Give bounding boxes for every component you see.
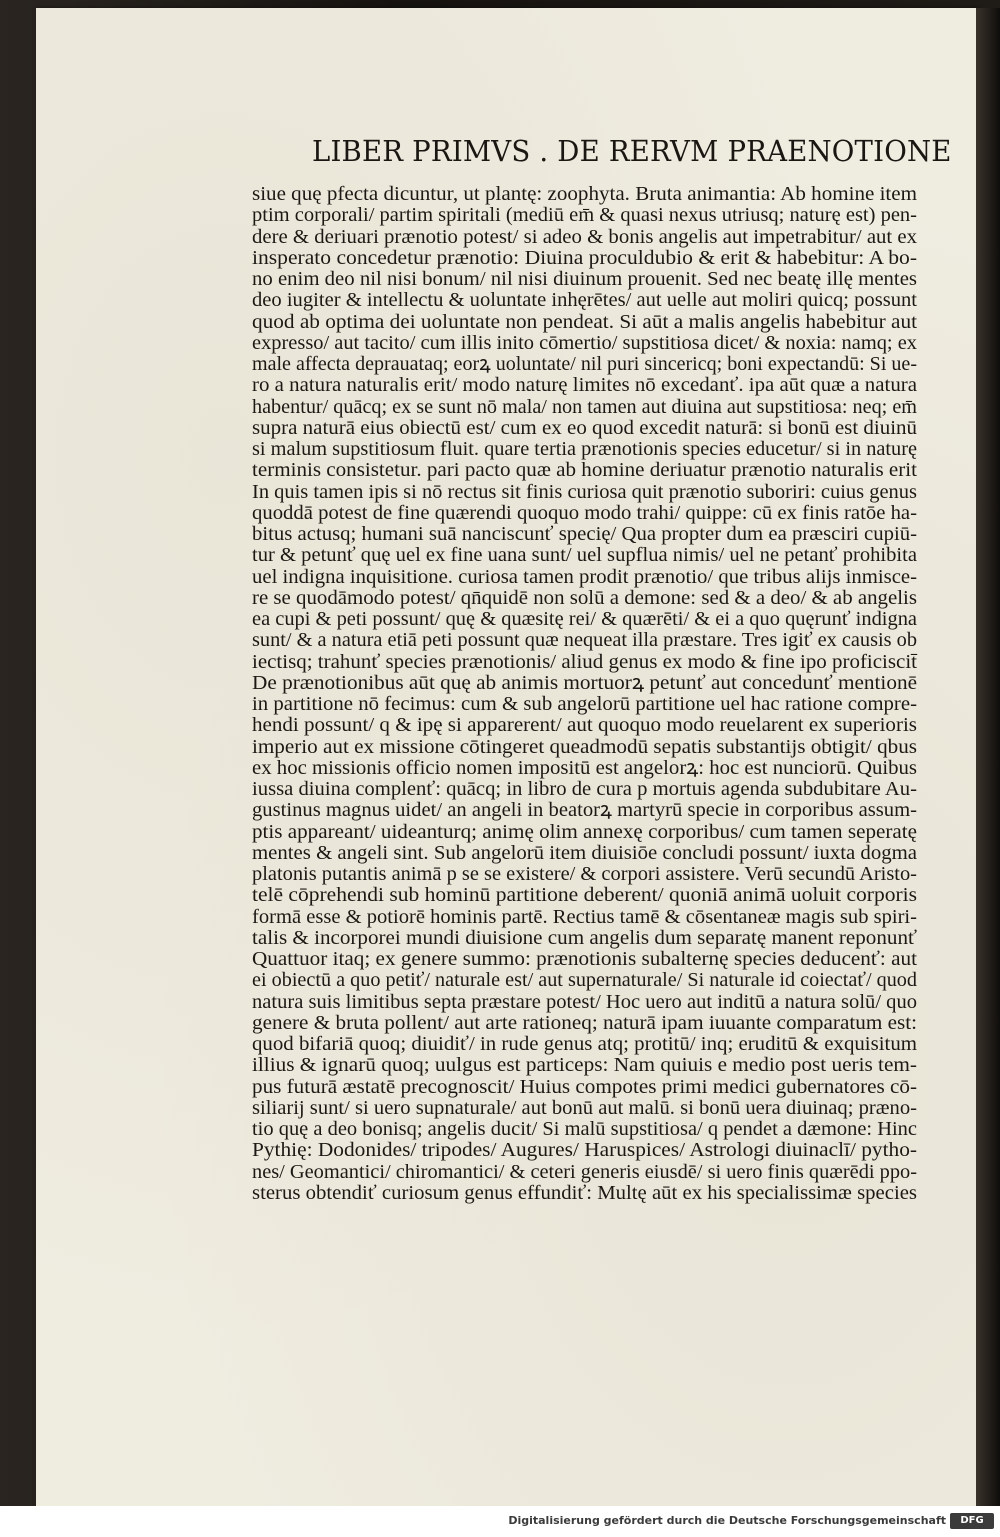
text-line: Pythię: Dodonides/ tripodes/ Augures/ Haruspices/ Astrologi diuinaclī/ pytho-: [252, 1139, 917, 1162]
text-line: no enim deo nil nisi bonum/ nil nisi diuinum prouenit. Sed nec beatę illę mentes: [252, 268, 917, 290]
text-line: De prænotionibus aūt quę ab animis mortuorꝝ petunť aut concedunť mentionē: [252, 671, 917, 694]
text-line: quoddā potest de fine quærendi quoquo modo trahi/ quippe: cū ex finis ratōe ha-: [252, 501, 917, 524]
running-head: LIBER PRIMVS . DE RERVM PRAENOTIONE: [312, 134, 952, 168]
text-line: habentur/ quācq; ex se sunt nō mala/ non tamen aut diuina aut supstitiosa: neq; em̄: [252, 395, 917, 418]
text-line: re se quodāmodo potest/ qn̄quidē non solū a demone: sed & a deo/ & ab angelis: [252, 586, 917, 609]
text-line: ex hoc missionis officio nomen impositū est angelorꝝ: hoc est nunciorū. Quibus: [252, 756, 917, 779]
text-line: genere & bruta pollent/ aut arte rationeq; naturā ipam iuuante comparatum est:: [252, 1011, 917, 1034]
text-line: ptis appareant/ uideanturq; animę olim annexę corporibus/ cum tamen seperatę: [252, 820, 917, 843]
dfg-logo: DFG: [950, 1513, 994, 1529]
text-line: quod ab optima dei uoluntate non pendeat. Si aūt a malis angelis habebitur aut: [252, 310, 917, 333]
text-line: telē cōprehendi sub hominū partitione deberent/ quoniā animā uoluit corporis: [252, 884, 917, 907]
text-line: bitus actusq; humani suā nanciscunť specię/ Qua propter dum ea præsciri cupiū-: [252, 523, 917, 545]
text-line: in partitione nō fecimus: cum & sub angelorū partitione uel hac ratione compre-: [252, 693, 917, 715]
text-line: uel indigna inquisitione. curiosa tamen prodit prænotio/ que tribus alijs inmisce-: [252, 565, 917, 588]
text-line: iectisq; trahunť species prænotionis/ aliud genus ex modo & fine ipo proficiscit̄: [252, 650, 917, 673]
text-line: imperio aut ex missione cōtingeret queadmodū sepatis substantijs obtigit/ qbus: [252, 735, 917, 758]
text-line: formā esse & potiorē hominis partē. Rectius tamē & cōsentaneæ magis sub spiri-: [252, 905, 917, 928]
text-line: si malum supstitiosum fluit. quare tertia prænotionis species educetur/ si in naturę: [252, 438, 917, 460]
text-line: terminis consistetur. pari pacto quæ ab homine deriuatur prænotio naturalis erit: [252, 459, 917, 482]
text-line: siliarij sunt/ si uero supnaturale/ aut bonū aut malū. si bonū uera diuinaq; præno-: [252, 1096, 917, 1119]
text-line: male affecta deprauataq; eorꝝ uoluntate/ nil puri sincericq; boni expectandū: Si ue-: [252, 353, 917, 375]
text-line: pus futurā æstatē precognoscit/ Huius compotes primi medici gubernatores cō-: [252, 1075, 917, 1098]
text-line: ro a natura naturalis erit/ modo naturę limites nō excedanť. ipa aūt quæ a natura: [252, 374, 918, 397]
text-line: ptim corporali/ partim spiritali (mediū em̄ & quasi nexus utriusq; naturę est) pen-: [252, 204, 917, 227]
text-line: ea cupi & peti possunt/ quę & quæsitę rei/ & quærēti/ & ei a quo quęrunť indigna: [252, 608, 917, 630]
text-line: Quattuor itaq; ex genere summo: prænotionis subalternę species deducenť: aut: [252, 948, 918, 970]
body-text: [252, 184, 922, 1204]
text-line: mentes & angeli sint. Sub angelorū item diuisiōe concludi possunt/ iuxta dogma: [252, 841, 917, 864]
text-line: ei obiectū a quo petiť/ naturale est/ aut supernaturale/ Si naturale id coiectať/ quod: [252, 969, 918, 992]
text-line: sterus obtendiť curiosum genus effundiť: Multę aūt ex his specialissimæ species: [252, 1181, 917, 1204]
text-line: siue quę pfecta dicuntur, ut plantę: zoophyta. Bruta animantia: Ab homine item: [252, 183, 917, 205]
page-edge-shadow: [976, 8, 1000, 1506]
text-line: hendi possunt/ q & ipę si apparerent/ aut quoquo modo reuelarent ex superioris: [252, 714, 917, 737]
text-line: talis & incorporei mundi diuisione cum angelis dum separatę manent reponunť: [252, 926, 917, 949]
text-line: gustinus magnus uidet/ an angeli in beatorꝝ martyrū specie in corporibus assum-: [252, 799, 917, 822]
footer-credit: Digitalisierung gefördert durch die Deutsche Forschungsgemeinschaft: [508, 1514, 946, 1527]
text-line: tio quę a deo bonisq; angelis ducit/ Si malū supstitiosa/ q pendet a dæmone: Hinc: [252, 1118, 917, 1140]
text-line: sunt/ & a natura etiā peti possunt quæ nequeat illa præstare. Tres igiť ex causis ob: [252, 629, 918, 652]
text-line: illius & ignarū quoq; uulgus est particeps: Nam quiuis e medio post ueris tem-: [252, 1054, 917, 1077]
text-line: platonis putantis animā p se se existere/ & corpori assistere. Verū secundū Aristo-: [252, 863, 917, 885]
text-line: natura suis limitibus septa præstare potest/ Hoc uero aut inditū a natura solū/ quo: [252, 990, 917, 1013]
text-line: nes/ Geomantici/ chiromantici/ & ceteri generis eiusdē/ si uero finis quærēdi ppo-: [252, 1160, 917, 1183]
footer-bar: [0, 1506, 1000, 1537]
text-line: In quis tamen ipis si nō rectus sit finis curiosa quit prænotio suboriri: cuius genus: [252, 480, 917, 503]
text-line: quod bifariā quoq; diuidiť/ in rude genus atq; protitū/ inq; eruditū & exquisitum: [252, 1033, 917, 1055]
text-line: tur & petunť quę uel ex fine uana sunt/ uel supflua nimis/ uel ne petanť prohibita: [252, 544, 917, 567]
text-line: expresso/ aut tacito/ cum illis inito cōmertio/ supstitiosa dicet/ & noxia: namq; ex: [252, 331, 917, 354]
text-line: dere & deriuari prænotio potest/ si adeo & bonis angelis aut impetrabitur/ aut ex: [252, 225, 917, 248]
text-line: iussa diuina complenť: quācq; in libro de cura p mortuis agenda subdubitare Au-: [252, 778, 918, 800]
text-line: insperato concedetur prænotio: Diuina proculdubio & erit & habebitur: A bo-: [252, 246, 917, 269]
text-line: supra naturā eius obiectū est/ cum ex eo quod excedit naturā: si bonū est diuinū: [252, 416, 917, 439]
text-line: deo iugiter & intellectu & uoluntate inhęrētes/ aut uelle aut moliri quicq; possunt: [252, 289, 917, 312]
